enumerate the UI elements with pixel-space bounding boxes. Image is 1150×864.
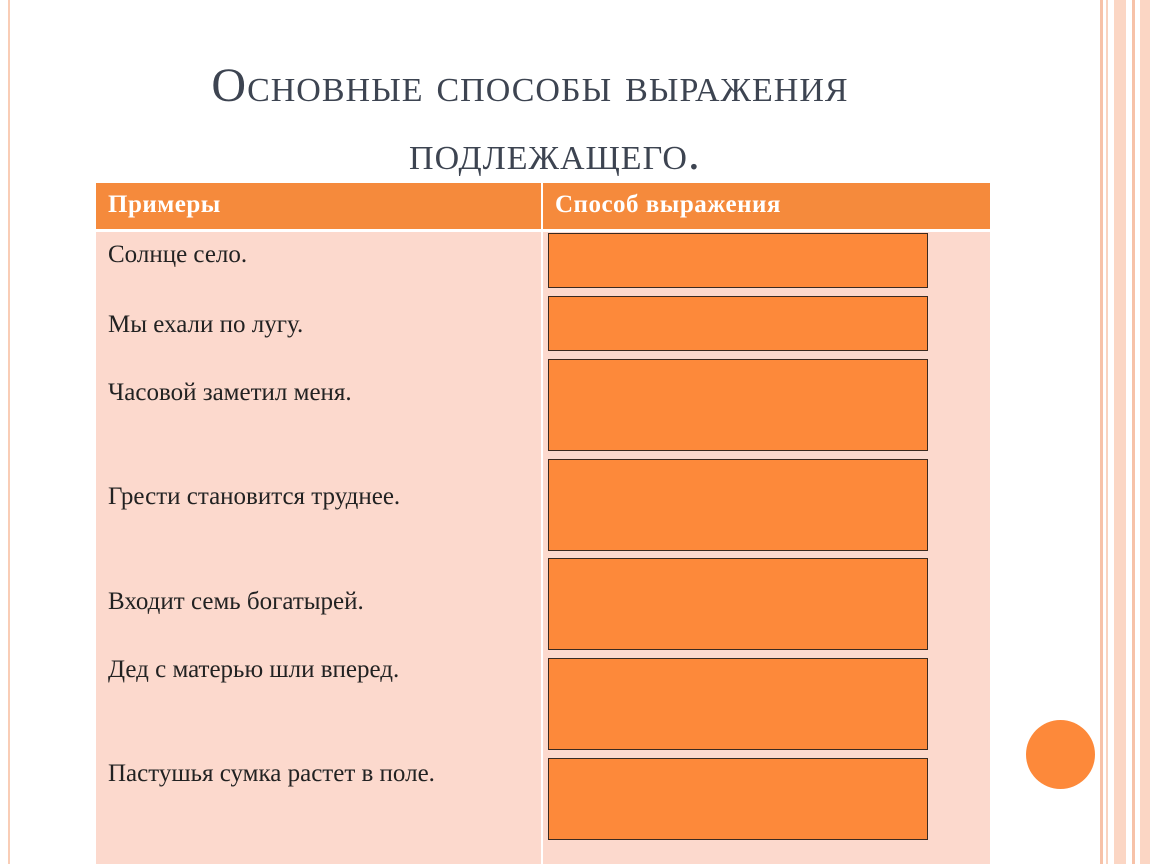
header-cell-examples [96,183,541,229]
examples-table [96,183,990,864]
example-text: Грести становится труднее. [108,483,401,510]
frame-stripe [8,0,10,864]
answer-cover-box[interactable] [548,758,928,840]
header-label-examples: Примеры [108,191,221,218]
example-text: Дед с матерью шли вперед. [108,656,400,683]
frame-stripe [1132,0,1135,864]
answer-cover-box[interactable] [548,296,928,351]
example-text: Входит семь богатырей. [108,588,364,615]
example-text: Мы ехали по лугу. [108,311,304,338]
decorative-circle [1026,720,1095,789]
header-label-method: Способ выражения [555,191,781,218]
title-line-1: Основные способы выражения [211,59,849,112]
example-text: Солнце село. [108,241,248,268]
title-line-2: подлежащего. [409,127,701,180]
frame-stripe [1106,0,1108,864]
header-cell-method [543,183,990,229]
slide-title [60,52,1000,188]
answer-cover-box[interactable] [548,658,928,750]
answer-cover-box[interactable] [548,558,928,650]
frame-stripe [1100,0,1103,864]
answer-cover-box[interactable] [548,233,928,288]
answer-cover-box[interactable] [548,459,928,551]
frame-stripe [1140,0,1150,864]
column-divider [541,232,543,864]
example-text: Часовой заметил меня. [108,379,352,406]
frame-stripe [1114,0,1126,864]
answer-cover-box[interactable] [548,359,928,451]
example-text: Пастушья сумка растет в поле. [108,760,435,787]
